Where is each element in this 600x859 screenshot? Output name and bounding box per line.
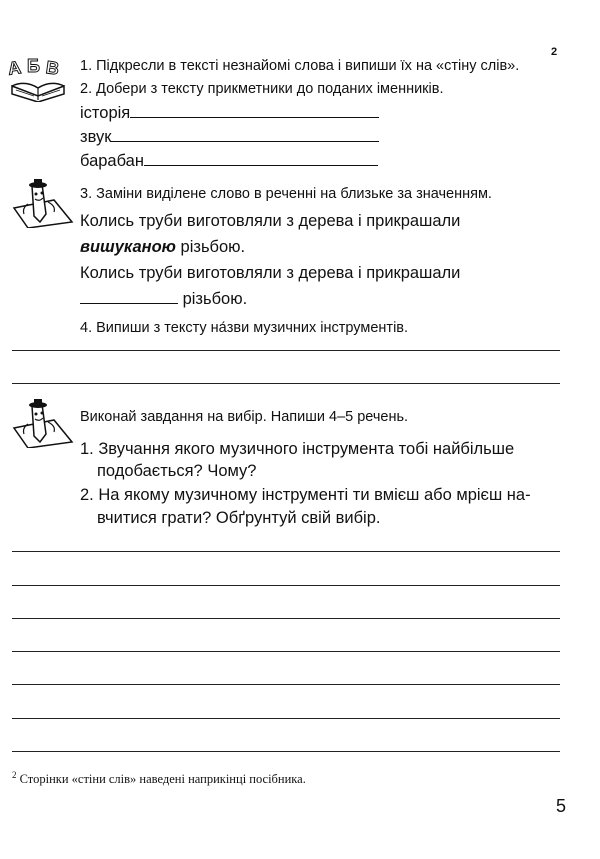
pencil-character-icon	[10, 178, 74, 228]
sentence-2-line-2	[80, 290, 247, 309]
sentence-1-rest: різьбою.	[175, 238, 246, 256]
footnote-mark: 2	[551, 46, 558, 58]
answer-blank[interactable]	[80, 303, 178, 304]
choice-q2-line-2: вчитися грати? Обґрунтуй свій вибір.	[97, 509, 381, 527]
sentence-2-line-1: Колись труби виготовляли з дерева і прикрашали	[80, 264, 461, 282]
page-number: 5	[556, 796, 567, 816]
noun-label: звук	[80, 128, 112, 146]
abc-book-icon	[6, 56, 70, 102]
sentence-1-line-2	[80, 238, 245, 257]
noun-row	[80, 104, 379, 123]
choice-q2-line-1: 2. На якому музичному інструменті ти вмієш або мрієш на-	[80, 486, 531, 504]
choice-q1-line-1: 1. Звучання якого музичного інструмента тобі найбільше	[80, 440, 515, 458]
answer-line[interactable]	[12, 751, 560, 752]
answer-line[interactable]	[12, 618, 560, 619]
answer-line[interactable]	[12, 651, 560, 652]
abc-letter-b: Б	[27, 56, 40, 76]
footnote-text: Сторінки «стіни слів» наведені наприкінці посібника.	[19, 772, 306, 787]
noun-label: барабан	[80, 152, 144, 170]
footnote	[12, 770, 306, 787]
task-4-text: 4. Випиши з тексту на́зви музичних інструментів.	[80, 320, 409, 336]
sentence-2-rest: різьбою.	[178, 290, 248, 308]
answer-blank[interactable]	[111, 141, 379, 142]
answer-blank[interactable]	[144, 165, 378, 166]
answer-line[interactable]	[12, 718, 560, 719]
task-1-text: 1. Підкресли в тексті незнайомі слова і випиши їх на «стіну слів».	[80, 58, 520, 74]
pencil-character-icon	[10, 398, 74, 448]
footnote-number: 2	[12, 770, 17, 780]
noun-label: історія	[80, 104, 131, 122]
answer-line[interactable]	[12, 585, 560, 586]
answer-line[interactable]	[12, 350, 560, 351]
noun-row	[80, 128, 379, 147]
answer-line[interactable]	[12, 551, 560, 552]
task-3-text: 3. Заміни виділене слово в реченні на близьке за значенням.	[80, 186, 492, 202]
answer-line[interactable]	[12, 383, 560, 384]
choice-intro: Виконай завдання на вибір. Напиши 4–5 речень.	[80, 409, 409, 425]
answer-line[interactable]	[12, 684, 560, 685]
sentence-1-line-1: Колись труби виготовляли з дерева і прикрашали	[80, 212, 461, 230]
answer-blank[interactable]	[130, 117, 379, 118]
task-2-text: 2. Добери з тексту прикметники до поданих іменників.	[80, 81, 444, 97]
noun-row	[80, 152, 378, 171]
abc-letter-v: В	[44, 57, 61, 79]
highlighted-word: вишуканою	[80, 238, 176, 256]
abc-letter-a: А	[6, 57, 23, 79]
choice-q1-line-2: подобається? Чому?	[97, 462, 257, 480]
